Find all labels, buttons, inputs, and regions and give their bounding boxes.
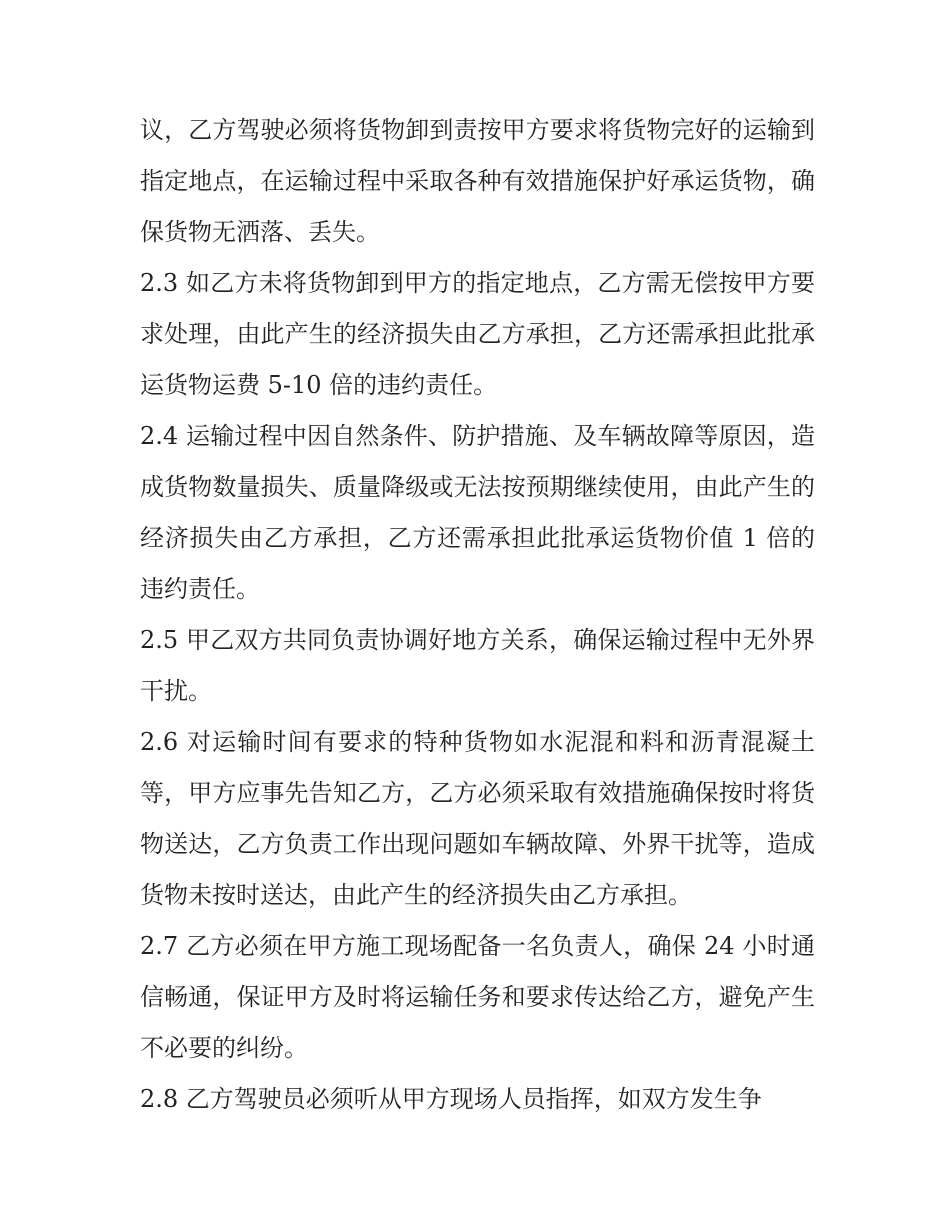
paragraph-continuation: 议，乙方驾驶必须将货物卸到责按甲方要求将货物完好的运输到指定地点，在运输过程中采取各种有效措施保护好承运货物，确保货物无洒落、丢失。 <box>140 116 815 246</box>
clause-2-4: 2.4 运输过程中因自然条件、防护措施、及车辆故障等原因，造成货物数量损失、质量降级或无法按预期继续使用，由此产生的经济损失由乙方承担，乙方还需承担此批承运货物价值 1 倍的违约责任。 <box>140 422 815 603</box>
clause-2-8: 2.8 乙方驾驶员必须听从甲方现场人员指挥，如双方发生争 <box>140 1085 762 1113</box>
clause-2-7: 2.7 乙方必须在甲方施工现场配备一名负责人，确保 24 小时通信畅通，保证甲方及时将运输任务和要求传达给乙方，避免产生不必要的纠纷。 <box>140 932 815 1062</box>
clause-2-5: 2.5 甲乙双方共同负责协调好地方关系，确保运输过程中无外界干扰。 <box>140 626 815 705</box>
clause-2-6: 2.6 对运输时间有要求的特种货物如水泥混和料和沥青混凝土等，甲方应事先告知乙方，乙方必须采取有效措施确保按时将货物送达，乙方负责工作出现问题如车辆故障、外界干扰等，造成货物未按时送达，由此产生的经济损失由乙方承担。 <box>140 728 815 909</box>
clause-2-3: 2.3 如乙方未将货物卸到甲方的指定地点，乙方需无偿按甲方要求处理，由此产生的经济损失由乙方承担，乙方还需承担此批承运货物运费 5-10 倍的违约责任。 <box>140 269 815 399</box>
